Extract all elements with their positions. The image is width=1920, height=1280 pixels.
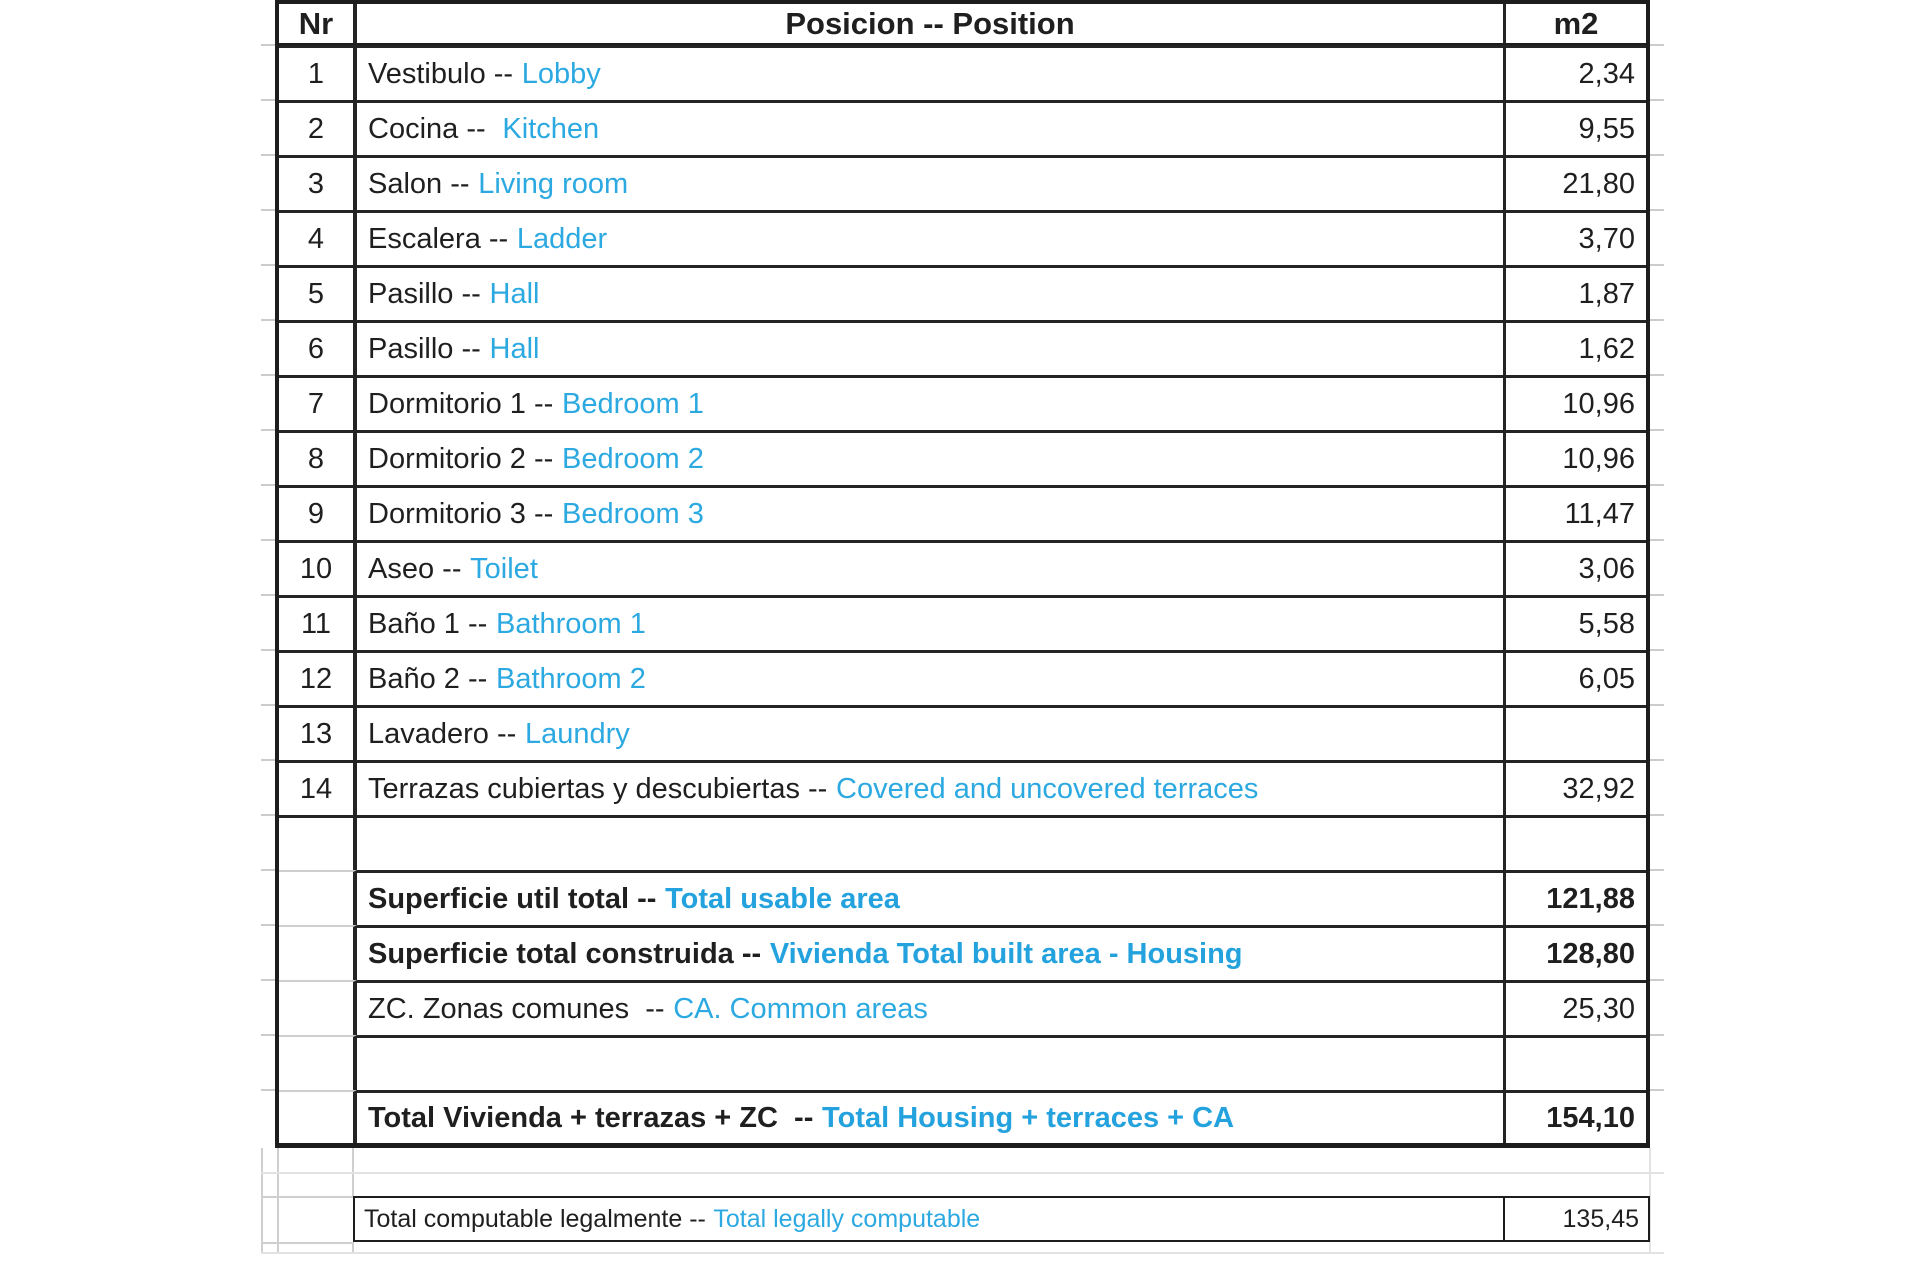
m2-cell: 9,55 (1503, 100, 1646, 155)
m2-cell: 6,05 (1503, 650, 1646, 705)
nr-cell (279, 1090, 357, 1143)
table-row (279, 320, 1646, 375)
spanish-label: Dormitorio 1 -- (368, 387, 554, 420)
position-cell (357, 595, 1503, 650)
position-cell (357, 320, 1503, 375)
total-usable-row (279, 870, 1646, 925)
table-header-row (279, 4, 1646, 45)
empty-row (279, 1035, 1646, 1090)
nr-cell (279, 870, 357, 925)
english-label: Total Housing + terraces + CA (822, 1101, 1235, 1134)
table-row (279, 155, 1646, 210)
nr-cell: 7 (279, 375, 357, 430)
position-cell (357, 485, 1503, 540)
position-cell (355, 1198, 1503, 1240)
table-row (279, 705, 1646, 760)
position-cell (357, 1090, 1503, 1143)
table-row (279, 595, 1646, 650)
header-m2: m2 (1503, 4, 1646, 45)
nr-cell: 2 (279, 100, 357, 155)
table-row (279, 375, 1646, 430)
nr-cell: 10 (279, 540, 357, 595)
nr-cell: 12 (279, 650, 357, 705)
position-cell (357, 815, 1503, 870)
m2-cell: 1,87 (1503, 265, 1646, 320)
english-label: Kitchen (494, 112, 600, 145)
header-nr: Nr (279, 4, 357, 45)
m2-cell: 3,70 (1503, 210, 1646, 265)
position-cell (357, 760, 1503, 815)
m2-cell: 128,80 (1503, 925, 1646, 980)
m2-cell: 154,10 (1503, 1090, 1646, 1143)
table-row (279, 100, 1646, 155)
m2-cell (1503, 815, 1646, 870)
position-cell (357, 210, 1503, 265)
table-row (279, 760, 1646, 815)
position-cell (357, 540, 1503, 595)
english-label: Lobby (521, 57, 601, 90)
spanish-label: Total computable legalmente -- (364, 1204, 706, 1233)
english-label: Bedroom 3 (562, 497, 704, 530)
position-cell (357, 265, 1503, 320)
nr-cell: 14 (279, 760, 357, 815)
nr-cell: 1 (279, 45, 357, 100)
spanish-label: Superficie util total -- (368, 882, 657, 915)
gridline (261, 1148, 263, 1252)
position-cell (357, 925, 1503, 980)
m2-cell: 2,34 (1503, 45, 1646, 100)
position-cell (357, 1035, 1503, 1090)
position-cell (357, 430, 1503, 485)
m2-cell: 32,92 (1503, 760, 1646, 815)
position-cell (357, 155, 1503, 210)
nr-cell (279, 925, 357, 980)
spanish-label: Total Vivienda + terrazas + ZC -- (368, 1101, 814, 1134)
grand-total-row (279, 1090, 1646, 1143)
english-label: Laundry (525, 717, 630, 750)
m2-cell: 1,62 (1503, 320, 1646, 375)
spanish-label: Cocina -- (368, 112, 486, 145)
table-row (279, 265, 1646, 320)
nr-cell: 4 (279, 210, 357, 265)
english-label: CA. Common areas (673, 992, 928, 1025)
spanish-label: Superficie total construida -- (368, 937, 762, 970)
english-label: Hall (489, 332, 540, 365)
english-label: Covered and uncovered terraces (836, 772, 1259, 805)
table-row (279, 430, 1646, 485)
table-row (279, 45, 1646, 100)
nr-cell: 13 (279, 705, 357, 760)
english-label: Hall (489, 277, 540, 310)
m2-cell: 25,30 (1503, 980, 1646, 1035)
spanish-label: Lavadero -- (368, 717, 517, 750)
position-cell (357, 650, 1503, 705)
english-label: Toilet (470, 552, 538, 585)
legal-total-row (353, 1196, 1650, 1242)
position-cell (357, 705, 1503, 760)
m2-cell: 3,06 (1503, 540, 1646, 595)
position-cell (357, 45, 1503, 100)
m2-cell (1503, 1035, 1646, 1090)
header-position: Posicion -- Position (357, 4, 1503, 45)
m2-cell: 10,96 (1503, 375, 1646, 430)
spanish-label: Vestibulo -- (368, 57, 514, 90)
english-label: Bedroom 1 (562, 387, 704, 420)
total-built-row (279, 925, 1646, 980)
m2-cell: 21,80 (1503, 155, 1646, 210)
english-label: Bathroom 1 (495, 607, 646, 640)
table-row (279, 485, 1646, 540)
spanish-label: Aseo -- (368, 552, 462, 585)
english-label: Ladder (516, 222, 608, 255)
nr-cell: 8 (279, 430, 357, 485)
nr-cell (279, 980, 357, 1035)
spanish-label: Baño 1 -- (368, 607, 488, 640)
nr-cell: 11 (279, 595, 357, 650)
nr-cell (279, 815, 357, 870)
spanish-label: Salon -- (368, 167, 470, 200)
nr-cell: 9 (279, 485, 357, 540)
gridline (261, 1196, 353, 1198)
spanish-label: ZC. Zonas comunes -- (368, 992, 665, 1025)
m2-cell: 135,45 (1503, 1198, 1648, 1240)
gridline-stubs-right (1650, 44, 1664, 1093)
nr-cell: 3 (279, 155, 357, 210)
english-label: Bedroom 2 (562, 442, 704, 475)
common-areas-row (279, 980, 1646, 1035)
nr-cell: 5 (279, 265, 357, 320)
m2-cell (1503, 705, 1646, 760)
gridline (352, 1242, 354, 1254)
gridline (261, 1252, 1664, 1254)
english-label: Total legally computable (713, 1204, 981, 1233)
area-table (275, 0, 1650, 1148)
english-label: Bathroom 2 (495, 662, 646, 695)
position-cell (357, 100, 1503, 155)
position-cell (357, 980, 1503, 1035)
empty-row (279, 815, 1646, 870)
gridline (261, 1172, 1664, 1174)
table-row (279, 540, 1646, 595)
spanish-label: Pasillo -- (368, 277, 481, 310)
english-label: Vivienda Total built area - Housing (769, 937, 1243, 970)
m2-cell: 5,58 (1503, 595, 1646, 650)
spanish-label: Terrazas cubiertas y descubiertas -- (368, 772, 828, 805)
spanish-label: Escalera -- (368, 222, 509, 255)
gridline (352, 1148, 354, 1196)
gridline-stubs-left (261, 44, 275, 1093)
gridline (277, 1148, 279, 1252)
table-row (279, 210, 1646, 265)
english-label: Total usable area (665, 882, 900, 915)
position-cell (357, 870, 1503, 925)
position-cell (357, 375, 1503, 430)
m2-cell: 121,88 (1503, 870, 1646, 925)
m2-cell: 10,96 (1503, 430, 1646, 485)
english-label: Living room (478, 167, 629, 200)
spanish-label: Pasillo -- (368, 332, 481, 365)
table-row (279, 650, 1646, 705)
spanish-label: Baño 2 -- (368, 662, 488, 695)
m2-cell: 11,47 (1503, 485, 1646, 540)
spanish-label: Dormitorio 3 -- (368, 497, 554, 530)
gridline (261, 1242, 353, 1244)
nr-cell: 6 (279, 320, 357, 375)
nr-cell (279, 1035, 357, 1090)
spanish-label: Dormitorio 2 -- (368, 442, 554, 475)
